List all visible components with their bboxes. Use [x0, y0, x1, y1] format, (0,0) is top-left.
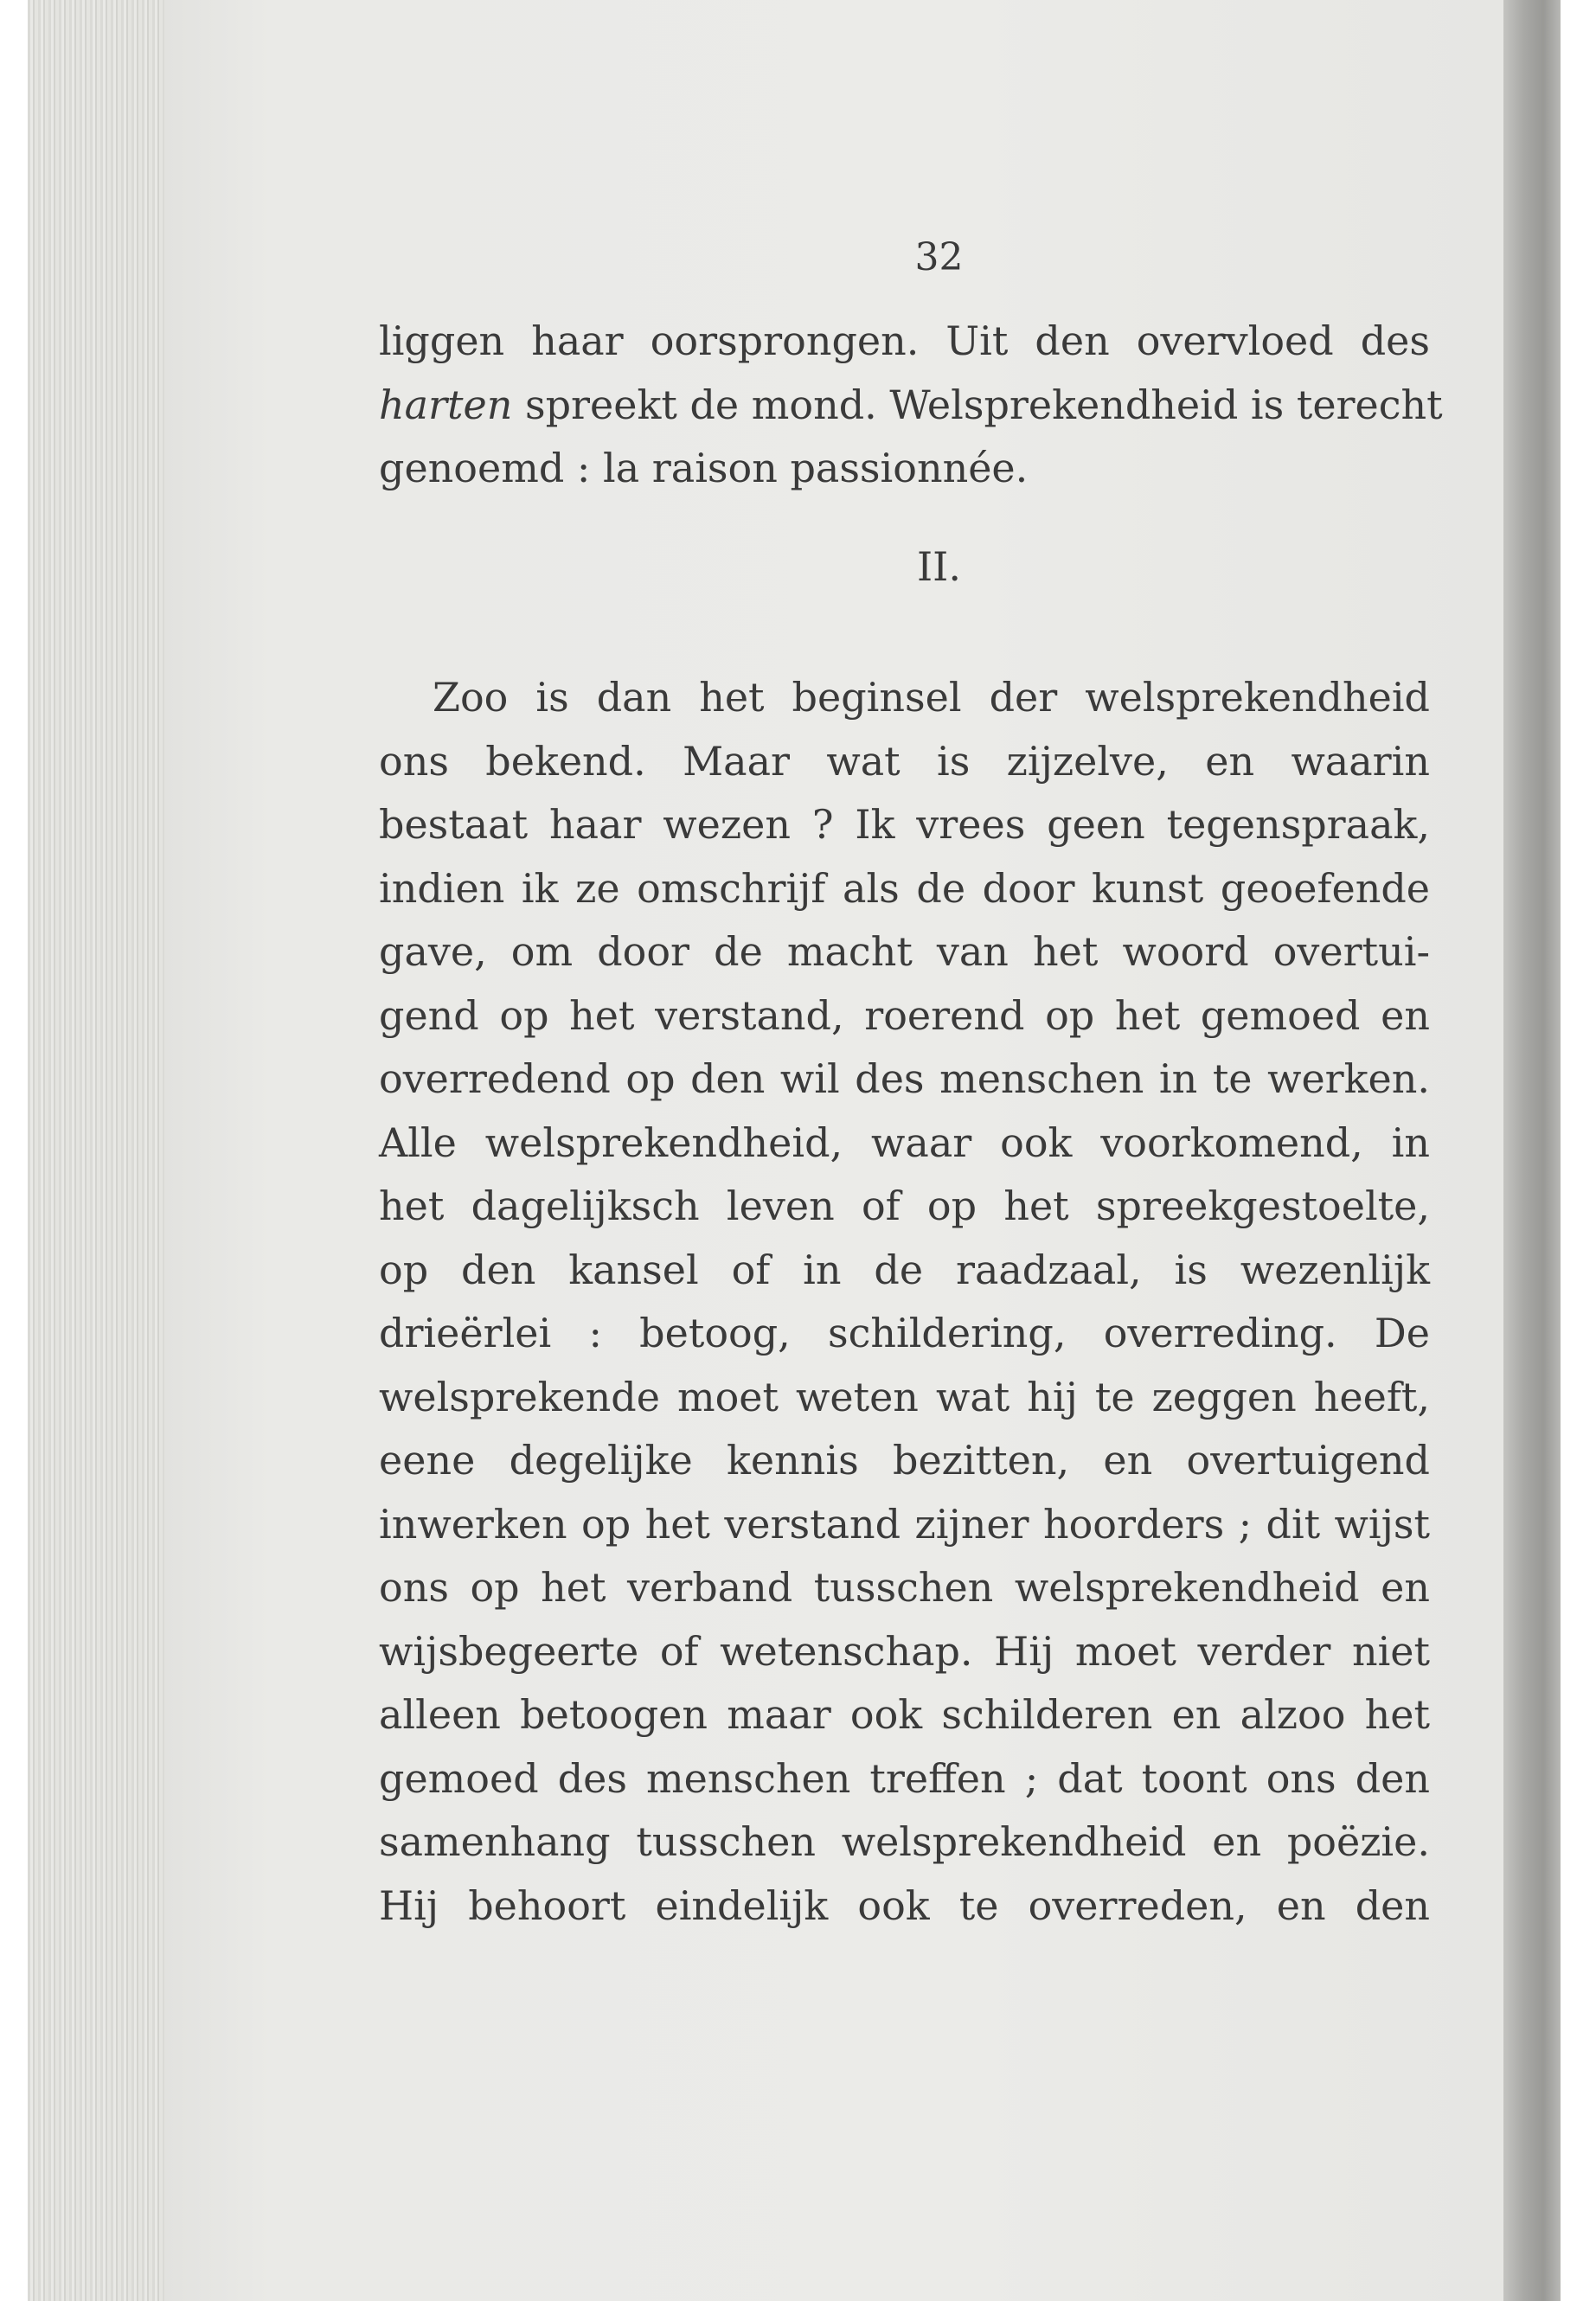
text-line: het dagelijksch leven of op het spreekgestoelte,: [379, 1183, 1430, 1229]
text-line: gemoed des menschen treffen ; dat toont ons den: [379, 1754, 1430, 1802]
italic-word: harten: [379, 381, 513, 428]
text-line: drieërlei : betoog, schildering, overreding. De: [379, 1310, 1430, 1356]
text-line: samenhang tusschen welsprekendheid en poëzie.: [379, 1818, 1430, 1865]
text-block: [379, 232, 1443, 1938]
text-line: ons op het verband tusschen welsprekendheid en: [379, 1564, 1430, 1611]
text-line: Alle welsprekendheid, waar ook voorkomend, in: [379, 1118, 1430, 1166]
text-line: Zoo is dan het beginsel der welsprekendheid: [433, 674, 1430, 721]
text-line: bestaat haar wezen ? Ik vrees geen tegenspraak,: [379, 801, 1430, 848]
text-line: alleen betoogen maar ook schilderen en alzoo het: [379, 1691, 1430, 1738]
page-edges: [28, 0, 166, 2301]
text-line: liggen haar oorsprongen. Uit den overvloed des: [379, 317, 1430, 364]
text-line: op den kansel of in de raadzaal, is wezenlijk: [379, 1246, 1430, 1293]
book-spine-shadow: [1503, 0, 1561, 2301]
paragraph-1: [379, 310, 1443, 501]
text-line: overredend op den wil des menschen in te werken.: [379, 1055, 1430, 1102]
text-line: genoemd : la raison passionnée.: [379, 445, 1029, 491]
text-line: wijsbegeerte of wetenschap. Hij moet verder niet: [379, 1627, 1430, 1675]
text-line: welsprekende moet weten wat hij te zeggen heeft,: [379, 1373, 1430, 1420]
text-line: ons bekend. Maar wat is zijzelve, en waarin: [379, 737, 1430, 785]
text-line: inwerken op het verstand zijner hoorders ; dit wijst: [379, 1500, 1430, 1548]
text-line: gend op het verstand, roerend op het gemoed en: [379, 991, 1430, 1039]
page-number: 32: [914, 235, 964, 279]
text-line: Hij behoort eindelijk ook te overreden, en den: [379, 1881, 1430, 1929]
paragraph-2: [379, 666, 1430, 1938]
text-line: [379, 374, 1443, 438]
text-line: indien ik ze omschrijf als de door kunst geoefende: [379, 864, 1430, 912]
text-line: gave, om door de macht van het woord overtui-: [379, 928, 1430, 975]
text-line: eene degelijke kennis bezitten, en overtuigend: [379, 1437, 1430, 1484]
text-line-rest: spreekt de mond. Welsprekendheid is terecht: [512, 381, 1443, 428]
section-heading: II.: [917, 542, 961, 590]
